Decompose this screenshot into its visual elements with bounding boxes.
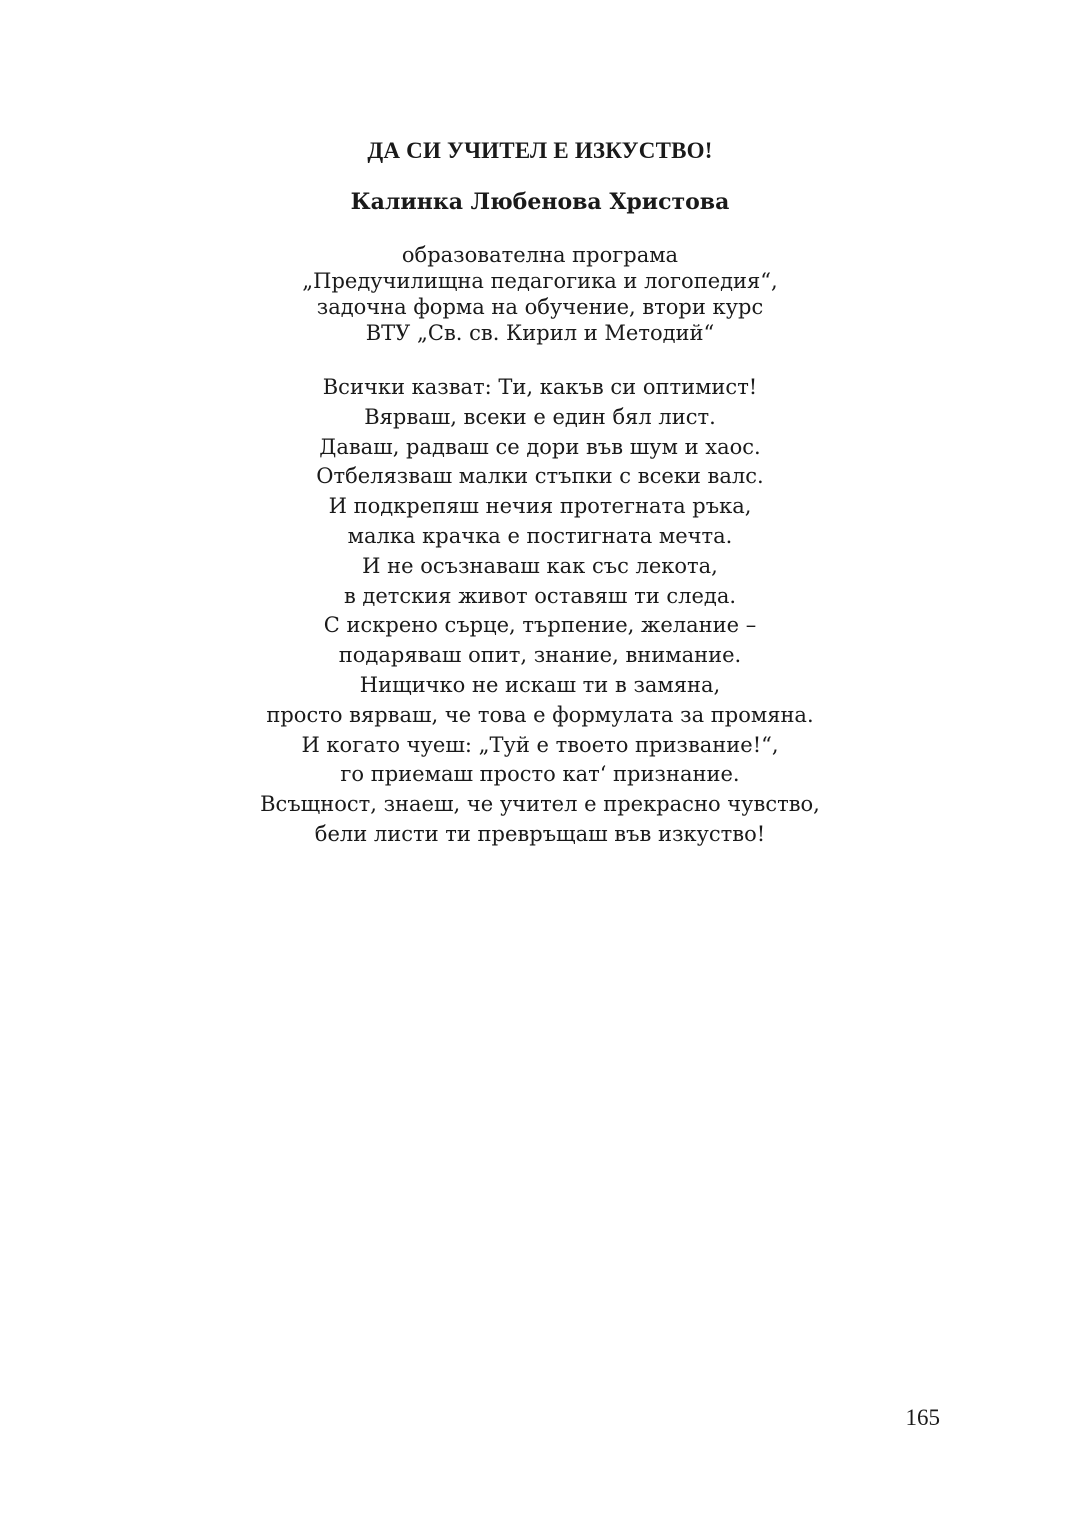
affiliation-line: задочна форма на обучение, втори курс [316, 295, 764, 319]
poem-line: Отбелязваш малки стъпки с всеки валс. [316, 464, 764, 489]
poem-line: просто вярваш, че това е формулата за промяна. [266, 702, 814, 727]
poem-line: И подкрепяш нечия протегната ръка, [328, 494, 752, 519]
author-name: Калинка Любенова Христова [350, 189, 730, 215]
poem-line: малка крачка е постигната мечта. [347, 523, 733, 548]
poem-line: Даваш, радваш се дори във шум и хаос. [319, 434, 761, 459]
poem-line: го приемаш просто кат‘ признание. [340, 762, 740, 787]
page-number: 165 [905, 1405, 940, 1430]
affiliation-line: ВТУ „Св. св. Кирил и Методий“ [365, 321, 715, 345]
poem-line: И когато чуеш: „Туй е твоето призвание!“, [301, 732, 779, 757]
poem-body [0, 373, 1080, 850]
poem-line: Всъщност, знаеш, че учител е прекрасно чувство, [260, 792, 820, 817]
author-affiliation [0, 242, 1080, 346]
poem-line: подаряваш опит, знание, внимание. [338, 643, 742, 668]
poem-line: И не осъзнаваш как със лекота, [362, 553, 718, 578]
poem-line: Вярваш, всеки е един бял лист. [364, 404, 716, 429]
poem-line: бели листи ти превръщаш във изкуство! [314, 821, 766, 846]
poem-line: С искрено сърце, търпение, желание – [323, 613, 757, 638]
poem-line: Нищичко не искаш ти в замяна, [359, 672, 721, 697]
page-title: ДА СИ УЧИТЕЛ Е ИЗКУСТВО! [367, 138, 713, 163]
affiliation-line: „Предучилищна педагогика и логопедия“, [302, 269, 778, 293]
affiliation-line: образователна програма [401, 243, 679, 267]
poem-line: в детския живот оставяш ти следа. [343, 583, 737, 608]
poem-line: Всички казват: Ти, какъв си оптимист! [322, 375, 758, 399]
